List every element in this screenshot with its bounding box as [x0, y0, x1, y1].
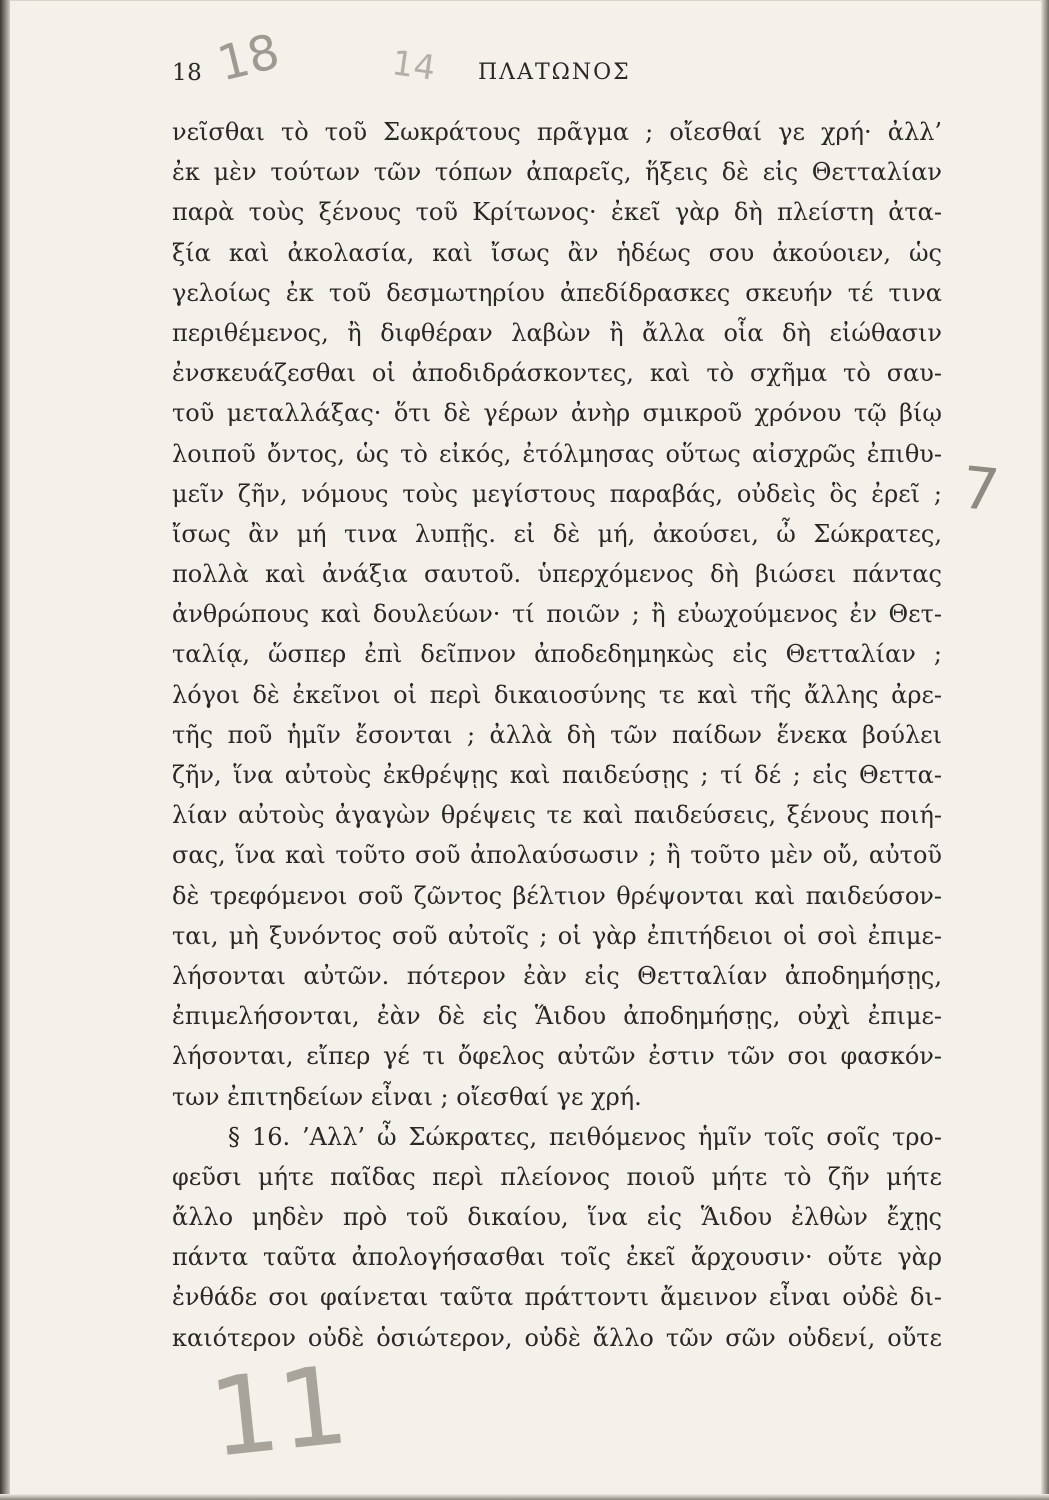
text-line: ἐνσκευάζεσθαι οἱ ἀποδιδράσκοντες, καὶ τὸ σχῆμα τὸ σαυ- [172, 359, 942, 388]
pencil-annotation-top-left: 18 [212, 23, 285, 93]
text-line: των ἐπιτηδείων εἶναι ; οἴεσθαί γε χρή. [172, 1082, 642, 1111]
text-line: πάντα ταῦτα ἀπολογήσασθαι τοῖς ἐκεῖ ἄρχουσιν· οὔτε γὰρ [172, 1243, 942, 1272]
page-edge-left [0, 0, 10, 1500]
text-line: ἐπιμελήσονται, ἐὰν δὲ εἰς Ἅιδου ἀποδημήσῃς, οὐχὶ ἐπιμε- [172, 1002, 942, 1031]
text-line: παρὰ τοὺς ξένους τοῦ Κρίτωνος· ἐκεῖ γὰρ δὴ πλείστη ἀτα- [172, 198, 942, 227]
text-line: περιθέμενος, ἢ διφθέραν λαβὼν ἢ ἄλλα οἷα δὴ εἰώθασιν [172, 318, 942, 347]
text-line: λίαν αὐτοὺς ἀγαγὼν θρέψεις τε καὶ παιδεύσεις, ξένους ποιή- [172, 801, 942, 830]
text-line: δὲ τρεφόμενοι σοῦ ζῶντος βέλτιον θρέψονται καὶ παιδεύσον- [172, 881, 942, 910]
text-line: φεῦσι μήτε παῖδας περὶ πλείονος ποιοῦ μήτε τὸ ζῆν μήτε [172, 1162, 942, 1191]
text-line: ἐνθάδε σοι φαίνεται ταῦτα πράττοντι ἄμεινον εἶναι οὐδὲ δι- [172, 1283, 942, 1312]
text-line: ἀνθρώπους καὶ δουλεύων· τί ποιῶν ; ἢ εὐωχούμενος ἐν Θετ- [172, 600, 942, 629]
running-head: ΠΛΑΤΩΝΟΣ [478, 60, 631, 85]
page-edge-right [1041, 0, 1049, 1500]
text-line: μεῖν ζῆν, νόμους τοὺς μεγίστους παραβάς, οὐδεὶς ὃς ἐρεῖ ; [172, 479, 942, 508]
text-line: λόγοι δὲ ἐκεῖνοι οἱ περὶ δικαιοσύνης τε καὶ τῆς ἄλλης ἀρε- [172, 680, 942, 709]
text-line: γελοίως ἐκ τοῦ δεσμωτηρίου ἀπεδίδρασκες σκευήν τέ τινα [172, 278, 942, 307]
text-line: νεῖσθαι τὸ τοῦ Σωκράτους πρᾶγμα ; οἴεσθαί γε χρή· ἀλλ’ [172, 118, 942, 146]
section-heading-line: § 16. ’Αλλ’ ὦ Σώκρατες, πειθόμενος ἡμῖν τοῖς σοῖς τρο- [228, 1122, 942, 1151]
text-line: καιότερον οὐδὲ ὁσιώτερον, οὐδὲ ἄλλο τῶν σῶν οὐδενί, οὔτε [172, 1323, 942, 1352]
body-text [172, 112, 942, 1358]
text-line: ξία καὶ ἀκολασία, καὶ ἴσως ἂν ἡδέως σου ἀκούοιεν, ὡς [172, 238, 942, 267]
text-line: ἴσως ἂν μή τινα λυπῇς. εἰ δὲ μή, ἀκούσει, ὦ Σώκρατες, [172, 519, 942, 548]
pencil-annotation-bottom-left: 11 [203, 1343, 354, 1482]
text-line: τοῦ μεταλλάξας· ὅτι δὲ γέρων ἀνὴρ σμικροῦ χρόνου τῷ βίῳ [172, 399, 942, 428]
text-line: σας, ἵνα καὶ τοῦτο σοῦ ἀπολαύσωσιν ; ἢ τοῦτο μὲν οὔ, αὐτοῦ [172, 841, 942, 870]
text-line: πολλὰ καὶ ἀνάξια σαυτοῦ. ὑπερχόμενος δὴ βιώσει πάντας [172, 560, 942, 589]
text-line: ζῆν, ἵνα αὐτοὺς ἐκθρέψῃς καὶ παιδεύσῃς ; τί δέ ; εἰς Θεττα- [172, 761, 942, 789]
text-line: λήσονται, εἴπερ γέ τι ὄφελος αὐτῶν ἐστιν τῶν σοι φασκόν- [172, 1042, 942, 1071]
text-line: λήσονται αὐτῶν. πότερον ἐὰν εἰς Θετταλίαν ἀποδημήσῃς, [172, 961, 942, 990]
text-line: ται, μὴ ξυνόντος σοῦ αὐτοῖς ; οἱ γὰρ ἐπιτήδειοι οἱ σοὶ ἐπιμε- [172, 921, 942, 950]
text-line: λοιποῦ ὄντος, ὡς τὸ εἰκός, ἐτόλμησας οὕτως αἰσχρῶς ἐπιθυ- [172, 439, 942, 468]
text-line: ἄλλο μηδὲν πρὸ τοῦ δικαίου, ἵνα εἰς Ἅιδου ἐλθὼν ἔχῃς [172, 1203, 942, 1232]
page-number: 18 [172, 60, 203, 86]
text-line: ταλίᾳ, ὥσπερ ἐπὶ δεῖπνον ἀποδεδημηκὼς εἰς Θετταλίαν ; [172, 640, 942, 669]
text-line: τῆς ποῦ ἡμῖν ἔσονται ; ἀλλὰ δὴ τῶν παίδων ἕνεκα βούλει [172, 720, 942, 749]
page-edge-bottom [0, 1494, 1049, 1500]
pencil-annotation-margin-right: 7 [958, 453, 1003, 525]
text-line: ἐκ μὲν τούτων τῶν τόπων ἀπαρεῖς, ἥξεις δὲ εἰς Θετταλίαν [172, 158, 942, 187]
pencil-annotation-top-center: 14 [389, 43, 438, 89]
